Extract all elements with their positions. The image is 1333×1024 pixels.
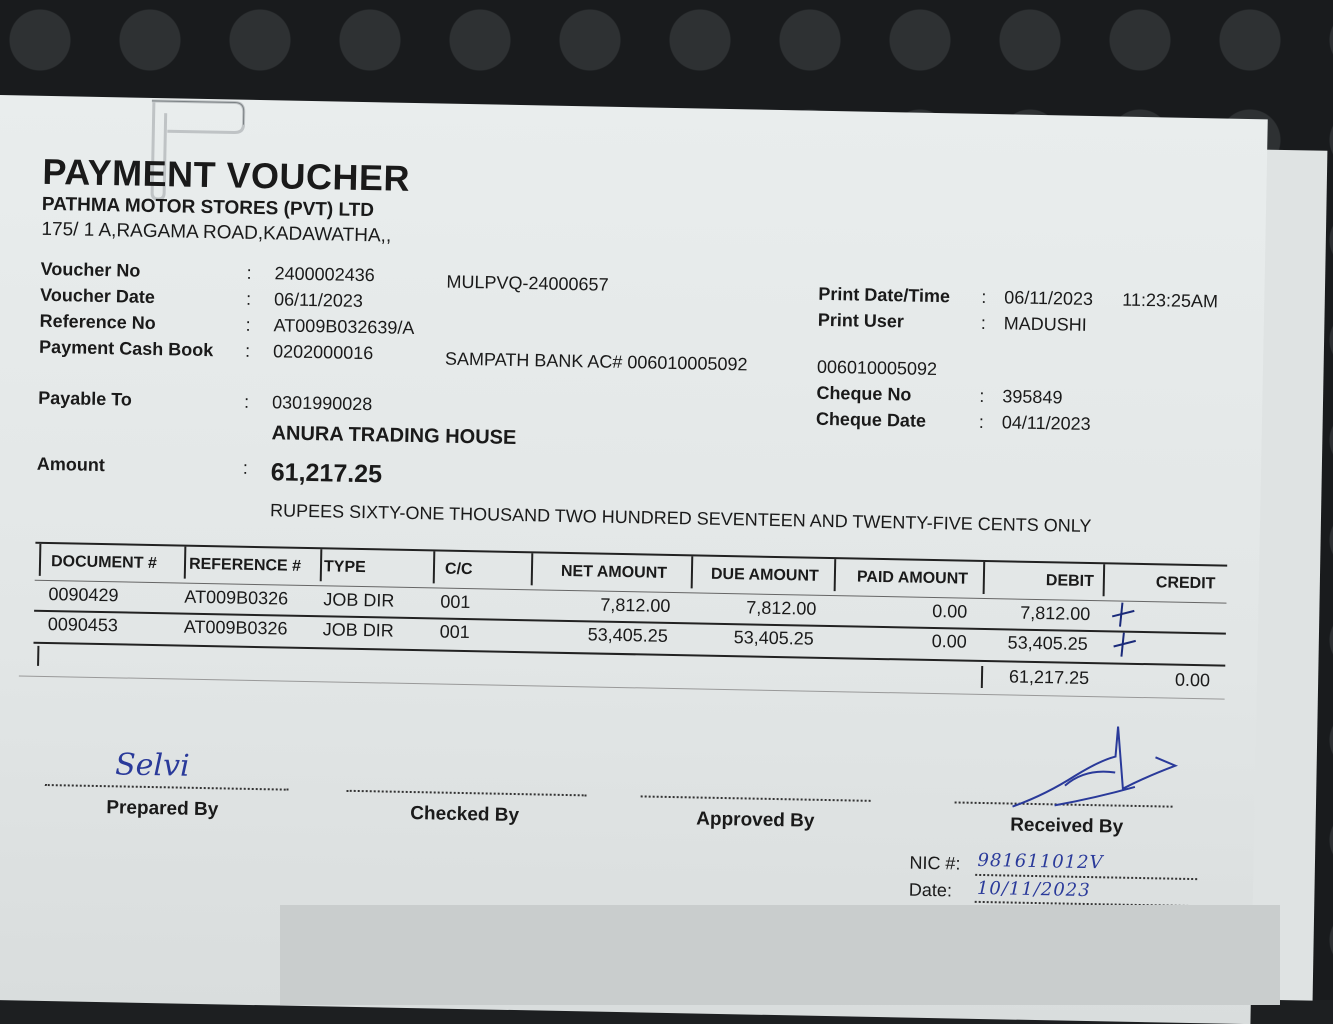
payable-to-label: Payable To — [38, 387, 133, 410]
cell-due: 53,405.25 — [733, 627, 814, 649]
cheque-no-label: Cheque No — [816, 382, 912, 405]
cheque-date-label: Cheque Date — [815, 408, 927, 431]
cheque-account-value: 006010005092 — [816, 356, 938, 380]
header-net-amount: NET AMOUNT — [560, 562, 668, 582]
cell-document: 0090453 — [47, 614, 119, 636]
header-cc: C/C — [444, 560, 473, 579]
header-type: TYPE — [323, 558, 366, 577]
header-debit: DEBIT — [1045, 572, 1095, 591]
underlying-form — [280, 905, 1280, 1005]
approved-by-label: Approved By — [696, 808, 815, 832]
cheque-no-value: 395849 — [1002, 386, 1063, 408]
nic-label: NIC #: — [909, 852, 961, 874]
received-by-label: Received By — [1009, 814, 1124, 838]
payable-to-colon: : — [243, 391, 250, 412]
header-reference: REFERENCE # — [188, 555, 302, 575]
col-divider — [320, 549, 323, 581]
print-datetime-colon: : — [981, 286, 987, 307]
cell-document: 0090429 — [48, 584, 119, 606]
col-divider — [531, 553, 534, 585]
voucher-date-value: 06/11/2023 — [273, 289, 364, 312]
page-title: PAYMENT VOUCHER — [42, 150, 411, 199]
amount-label: Amount — [36, 453, 106, 476]
cell-debit: 53,405.25 — [1007, 632, 1088, 654]
header-paid-amount: PAID AMOUNT — [856, 568, 969, 588]
voucher-no-label: Voucher No — [40, 258, 141, 281]
col-divider — [433, 551, 436, 583]
reference-no-colon: : — [245, 314, 251, 335]
company-address: 175/ 1 A,RAGAMA ROAD,KADAWATHA,, — [41, 218, 392, 247]
col-divider — [834, 559, 837, 591]
voucher-date-colon: : — [245, 288, 252, 309]
print-user-value: MADUSHI — [1003, 313, 1087, 335]
header-document: DOCUMENT # — [50, 553, 157, 573]
payable-to-name: ANURA TRADING HOUSE — [271, 422, 517, 449]
payment-voucher-sheet — [0, 95, 1268, 1024]
prepared-by-label: Prepared By — [106, 797, 219, 821]
cell-cc: 001 — [440, 591, 471, 613]
cell-paid: 0.00 — [931, 630, 967, 652]
voucher-no-value: 2400002436 — [274, 263, 375, 286]
bank-account-value: SAMPATH BANK AC# 006010005092 — [444, 348, 748, 375]
cell-reference: AT009B0326 — [183, 616, 288, 639]
amount-in-words: RUPEES SIXTY-ONE THOUSAND TWO HUNDRED SEVENTEEN AND TWENTY-FIVE CENTS ONLY — [269, 500, 1092, 537]
print-time-value: 11:23:25AM — [1122, 289, 1219, 312]
print-datetime-label: Print Date/Time — [818, 283, 951, 307]
payable-to-code: 0301990028 — [271, 392, 373, 415]
cell-net: 7,812.00 — [600, 594, 671, 616]
col-divider — [1103, 564, 1106, 596]
nic-value: 981611012V — [977, 849, 1104, 874]
totals-divider — [37, 646, 39, 666]
col-divider — [184, 547, 187, 579]
date-label: Date: — [908, 879, 953, 901]
print-user-label: Print User — [817, 309, 905, 332]
cash-book-label: Payment Cash Book — [38, 336, 214, 361]
reference-no-label: Reference No — [39, 310, 156, 334]
col-divider — [39, 544, 42, 576]
approved-by-line — [641, 795, 871, 801]
reference-no-value: AT009B032639/A — [273, 315, 415, 338]
checked-by-label: Checked By — [410, 803, 520, 827]
cell-reference: AT009B0326 — [184, 586, 289, 609]
cheque-no-colon: : — [979, 385, 985, 406]
prepared-by-signature: Selvi — [114, 747, 190, 784]
company-name: PATHMA MOTOR STORES (PVT) LTD — [41, 193, 375, 222]
voucher-no-colon: : — [246, 262, 252, 283]
cell-type: JOB DIR — [322, 619, 394, 641]
voucher-date-label: Voucher Date — [39, 284, 156, 308]
cheque-date-colon: : — [978, 411, 985, 432]
date-value: 10/11/2023 — [976, 877, 1091, 902]
cash-book-colon: : — [244, 340, 251, 361]
totals-divider — [981, 666, 983, 688]
print-date-value: 06/11/2023 — [1004, 287, 1094, 310]
amount-value: 61,217.25 — [270, 458, 383, 489]
cheque-date-value: 04/11/2023 — [1001, 412, 1091, 434]
cell-due: 7,812.00 — [746, 597, 817, 619]
cell-type: JOB DIR — [323, 589, 395, 611]
cell-cc: 001 — [439, 621, 471, 643]
col-divider — [691, 556, 694, 588]
total-debit: 61,217.25 — [1008, 666, 1090, 689]
check-mark-icon — [1109, 628, 1140, 659]
cell-debit: 7,812.00 — [1020, 602, 1091, 625]
check-mark-icon — [1108, 598, 1139, 629]
received-by-signature — [1004, 714, 1186, 827]
cell-paid: 0.00 — [932, 600, 968, 622]
col-divider — [983, 562, 986, 594]
cash-book-value: 0202000016 — [272, 341, 374, 364]
prepared-by-line — [45, 784, 289, 791]
header-credit: CREDIT — [1155, 574, 1216, 593]
amount-colon: : — [242, 457, 249, 478]
header-due-amount: DUE AMOUNT — [710, 565, 819, 585]
voucher-ref-value: MULPVQ-24000657 — [446, 271, 609, 295]
cell-net: 53,405.25 — [587, 624, 669, 646]
checked-by-line — [347, 790, 587, 797]
total-credit: 0.00 — [1174, 669, 1211, 691]
print-user-colon: : — [980, 312, 987, 333]
